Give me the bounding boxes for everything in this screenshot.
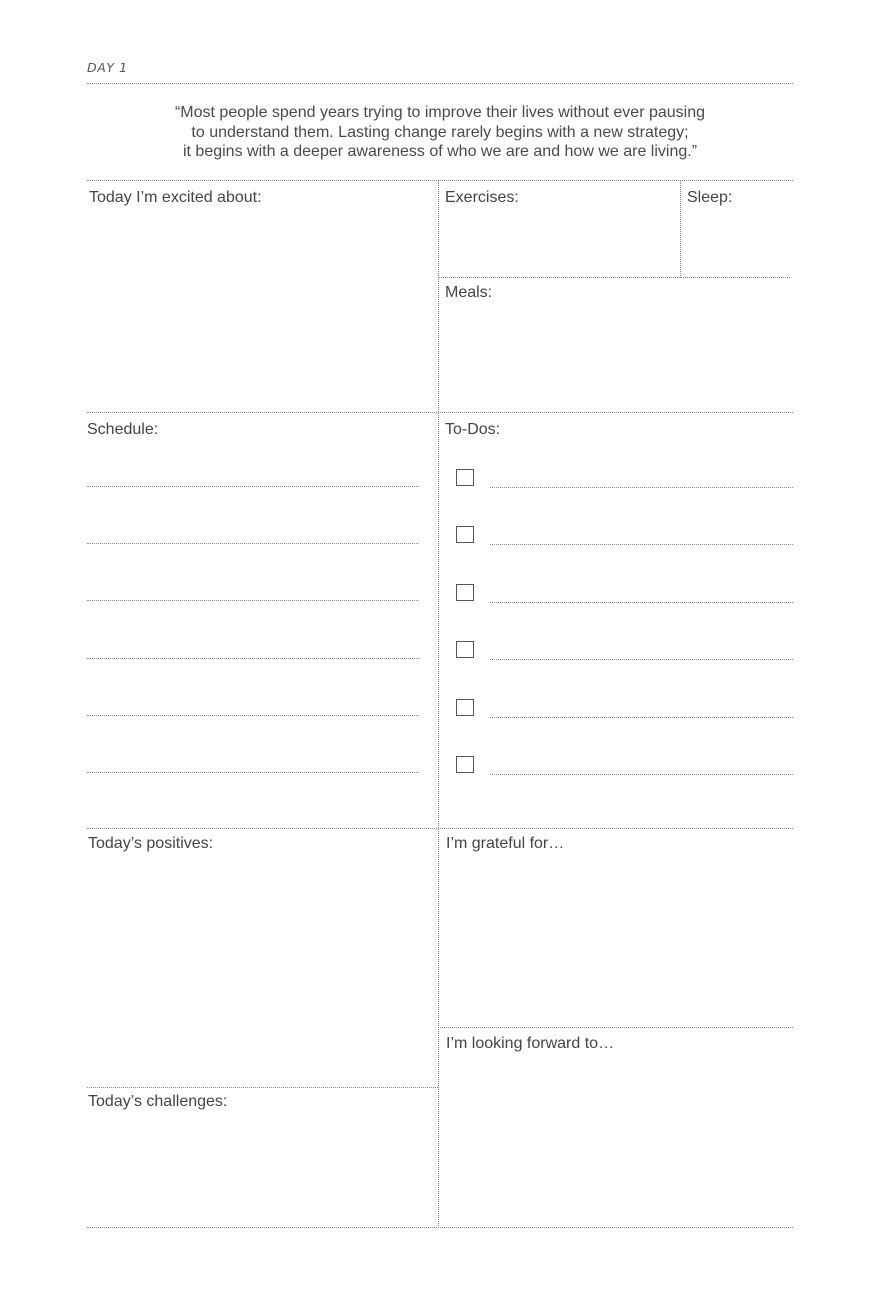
schedule-label: Schedule: (87, 421, 159, 438)
schedule-line[interactable] (87, 658, 419, 659)
quote (87, 103, 793, 162)
todo-checkbox[interactable] (456, 584, 474, 601)
todo-line[interactable] (490, 659, 793, 660)
todo-line[interactable] (490, 487, 793, 488)
grateful-forward-divider (438, 1027, 793, 1028)
exercise-meals-divider (438, 277, 790, 278)
day-label: DAY 1 (87, 60, 128, 75)
quote-line-3: it begins with a deeper awareness of who we are and how we are living.” (182, 143, 698, 160)
header-divider (87, 83, 793, 84)
schedule-line[interactable] (87, 486, 419, 487)
positives-challenges-divider (87, 1087, 438, 1088)
excited-label: Today I’m excited about: (89, 189, 262, 206)
schedule-line[interactable] (87, 543, 419, 544)
todo-checkbox[interactable] (456, 699, 474, 716)
grid-top-divider (87, 180, 793, 181)
exercises-label: Exercises: (445, 189, 519, 206)
todo-line[interactable] (490, 544, 793, 545)
positives-label: Today’s positives: (88, 835, 214, 852)
grateful-label: I’m grateful for… (446, 835, 565, 852)
todo-line[interactable] (490, 774, 793, 775)
section-divider-2 (87, 828, 793, 829)
quote-line-2: to understand them. Lasting change rarely begins with a new strategy; (191, 123, 689, 141)
section-divider-1 (87, 412, 793, 413)
schedule-line[interactable] (87, 772, 419, 773)
sleep-label: Sleep: (687, 189, 733, 206)
todo-line[interactable] (490, 602, 793, 603)
quote-line-1: “Most people spend years trying to improve their lives without ever pausing (174, 104, 706, 121)
schedule-line[interactable] (87, 715, 419, 716)
todo-checkbox[interactable] (456, 756, 474, 773)
challenges-label: Today’s challenges: (88, 1093, 228, 1110)
todo-checkbox[interactable] (456, 526, 474, 543)
looking-forward-label: I’m looking forward to… (446, 1035, 615, 1052)
grid-center-divider (438, 180, 439, 1228)
todo-checkbox[interactable] (456, 469, 474, 486)
todo-checkbox[interactable] (456, 641, 474, 658)
grid-bottom-divider (87, 1227, 793, 1228)
todos-label: To-Dos: (445, 421, 501, 438)
exercise-sleep-divider (680, 180, 681, 278)
todo-line[interactable] (490, 717, 793, 718)
meals-label: Meals: (445, 284, 493, 301)
schedule-line[interactable] (87, 600, 419, 601)
